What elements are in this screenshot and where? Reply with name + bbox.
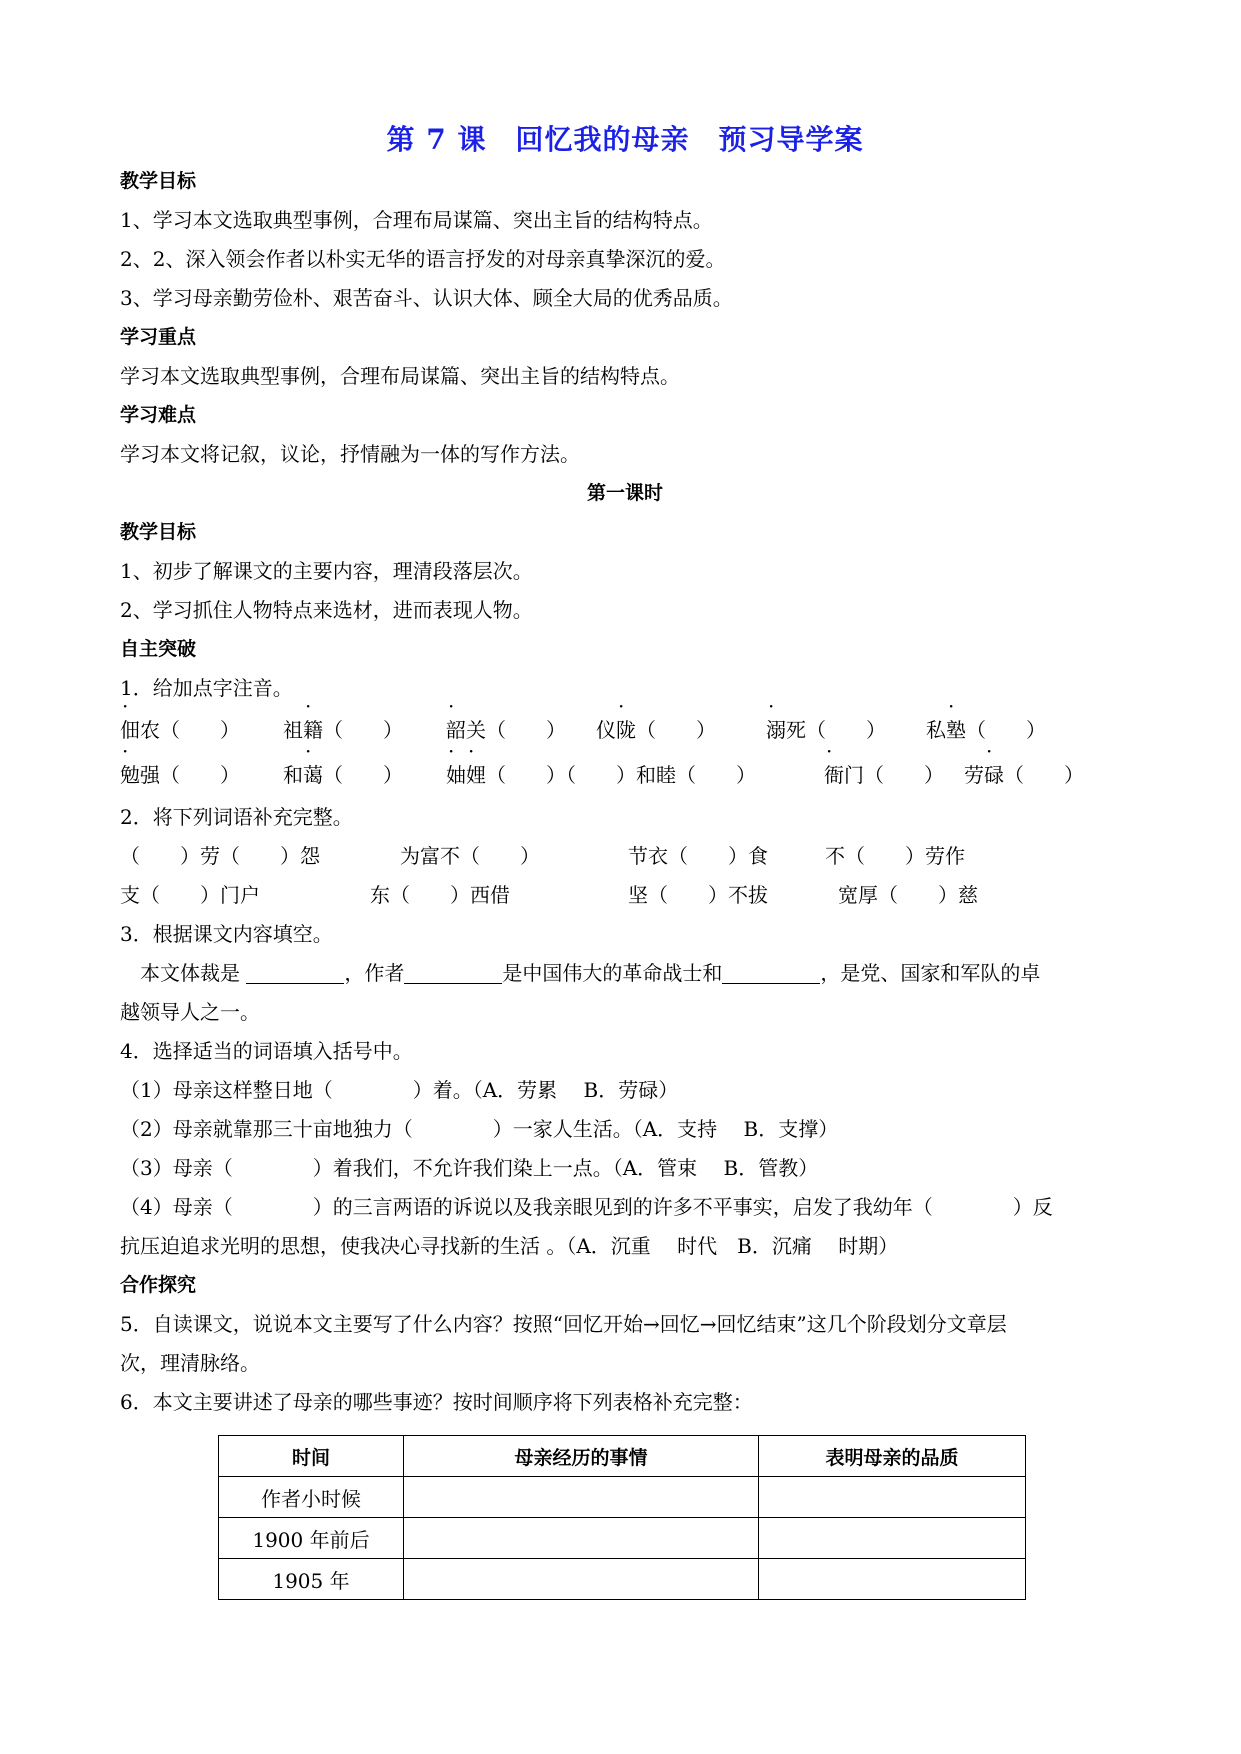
pinyin-item: · 衙门（ ） [824,739,944,787]
emphasis-dot: · [986,739,993,763]
emphasis-dot: · [305,739,312,763]
table-cell-time: 作者小时候 [219,1477,404,1518]
answer-blank[interactable] [246,959,344,984]
table-cell-blank[interactable] [759,1518,1026,1559]
answer-blank[interactable] [404,959,502,984]
question-3-fill-cont: 越领导人之一。 [120,1000,260,1024]
pinyin-item: · 仪陇（ ） [596,694,716,742]
question-5: 5．自读课文，说说本文主要写了什么内容？按照“回忆开始→回忆→回忆结束”这几个阶段划分文章层 [120,1312,1007,1336]
table-row [219,1518,1026,1559]
coop-heading: 合作探究 [120,1274,197,1296]
pinyin-item: · · 妯娌（ ）（ ）和睦（ ） [446,739,756,787]
document-page [120,0,1130,1422]
word-blank: 为富不（ ） [400,844,540,868]
question-1: 1．给加点字注音。 [120,676,293,700]
focus-text: 学习本文选取典型事例，合理布局谋篇、突出主旨的结构特点。 [120,364,680,388]
words-row-1 [120,837,1130,876]
question-2: 2．将下列词语补充完整。 [120,805,353,829]
table-cell-blank[interactable] [759,1477,1026,1518]
table-cell-blank[interactable] [404,1477,759,1518]
goal-item-2: 2、2、深入领会作者以朴实无华的语言抒发的对母亲真挚深沉的爱。 [120,247,726,271]
emphasis-dot: · [122,739,129,763]
lesson1-heading: 第一课时 [586,482,663,504]
table-cell-time: 1900 年前后 [219,1518,404,1559]
question-4: 4．选择适当的词语填入括号中。 [120,1039,413,1063]
question-6: 6．本文主要讲述了母亲的哪些事迹？按时间顺序将下列表格补充完整： [120,1390,753,1414]
word-blank: 节衣（ ）食 [628,844,768,868]
events-table [218,1435,1026,1600]
pinyin-item: · 韶关（ ） [446,694,566,742]
table-header: 时间 [219,1436,404,1477]
pinyin-row-2 [120,739,1130,798]
self-heading: 自主突破 [120,638,197,660]
answer-blank[interactable] [722,959,820,984]
table-header-row [219,1436,1026,1477]
pinyin-row-1 [120,694,1130,753]
question-4-item-4: （4）母亲（ ）的三言两语的诉说以及我亲眼见到的许多不平事实，启发了我幼年（ ）反 [120,1195,1053,1219]
question-3-fill: 本文体裁是 ，作者 是中国伟大的革命战士和 ，是党、国家和军队的卓 [140,961,1041,985]
pinyin-item: · 溺死（ ） [766,694,886,742]
table-row [219,1559,1026,1600]
question-4-item-1: （1）母亲这样整日地（ ）着。（A．劳累 B．劳碌） [120,1078,679,1102]
emphasis-dot: · [468,739,475,763]
pinyin-item: · 祖籍（ ） [283,694,403,742]
lesson1-goals-heading: 教学目标 [120,521,197,543]
pinyin-item: · 劳碌（ ） [964,739,1084,787]
word-blank: 不（ ）劳作 [825,844,965,868]
table-row [219,1477,1026,1518]
word-blank: 宽厚（ ）慈 [838,883,978,907]
emphasis-dot: · [948,694,955,718]
pinyin-item: · 和蔼（ ） [283,739,403,787]
goal-item-1: 1、学习本文选取典型事例，合理布局谋篇、突出主旨的结构特点。 [120,208,713,232]
question-4-item-3: （3）母亲（ ）着我们，不允许我们染上一点。（A．管束 B．管教） [120,1156,819,1180]
pinyin-item: · 勉强（ ） [120,739,240,787]
word-blank: 坚（ ）不拔 [628,883,768,907]
table-cell-blank[interactable] [404,1559,759,1600]
word-blank: 东（ ）西借 [370,883,510,907]
word-blank: 支（ ）门户 [120,883,260,907]
table-header: 表明母亲的品质 [759,1436,1026,1477]
pinyin-item: · 佃农（ ） [120,694,240,742]
word-blank: （ ）劳（ ）怨 [120,844,320,868]
lesson1-goal-1: 1、初步了解课文的主要内容，理清段落层次。 [120,559,533,583]
table-cell-blank[interactable] [759,1559,1026,1600]
emphasis-dot: · [448,694,455,718]
emphasis-dot: · [768,694,775,718]
difficulty-text: 学习本文将记叙，议论，抒情融为一体的写作方法。 [120,442,580,466]
goal-item-3: 3、学习母亲勤劳俭朴、艰苦奋斗、认识大体、顾全大局的优秀品质。 [120,286,733,310]
page-title: 第 7 课 回忆我的母亲 预习导学案 [386,123,864,156]
table-cell-blank[interactable] [404,1518,759,1559]
emphasis-dot: · [305,694,312,718]
words-row-2 [120,876,1130,915]
table-header: 母亲经历的事情 [404,1436,759,1477]
question-4-item-4-cont: 抗压迫追求光明的思想，使我决心寻找新的生活 。（A．沉重 时代 B．沉痛 时期） [120,1234,899,1258]
emphasis-dot: · [448,739,455,763]
goals-heading: 教学目标 [120,170,197,192]
pinyin-item: · 私塾（ ） [926,694,1046,742]
table-cell-time: 1905 年 [219,1559,404,1600]
focus-heading: 学习重点 [120,326,197,348]
question-5-cont: 次，理清脉络。 [120,1351,260,1375]
emphasis-dot: · [122,694,129,718]
emphasis-dot: · [618,694,625,718]
difficulty-heading: 学习难点 [120,404,197,426]
question-3: 3．根据课文内容填空。 [120,922,333,946]
lesson1-goal-2: 2、学习抓住人物特点来选材，进而表现人物。 [120,598,533,622]
emphasis-dot: · [826,739,833,763]
question-4-item-2: （2）母亲就靠那三十亩地独力（ ）一家人生活。（A．支持 B．支撑） [120,1117,839,1141]
